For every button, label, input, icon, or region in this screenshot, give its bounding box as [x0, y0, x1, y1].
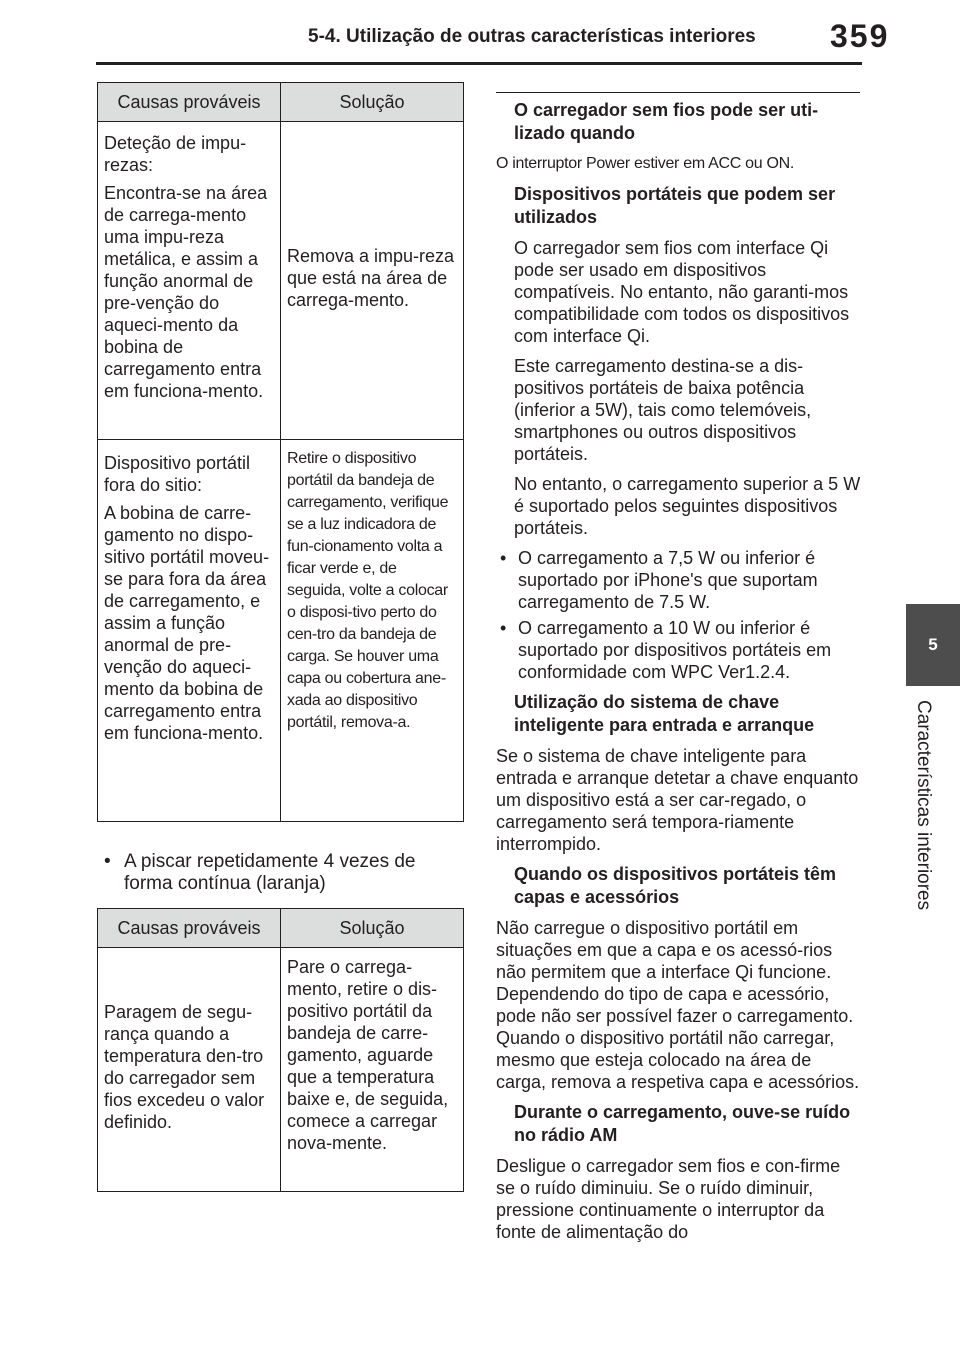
heading-smart-key: Utilização do sistema de chave inteligente para entrada e arranque [514, 692, 815, 735]
section-title: 5-4. Utilização de outras características interiores [308, 26, 756, 47]
solution-text: Pare o carrega-mento, retire o dis-positivo portátil da bandeja de carre-gamento, aguarde que a temperatura baixe e, de seguida, comece a carregar nova-mente. [287, 957, 449, 1153]
heading-am-noise: Durante o carregamento, ouve-se ruído no rádio AM [514, 1102, 851, 1145]
paragraph: Se o sistema de chave inteligente para entrada e arranque detetar a chave enquanto um dispositivo está a ser car-regado, o carregamento será tempora-riamente interrompido. [496, 746, 859, 854]
table-row [98, 440, 464, 822]
solution-text: Remova a impu-reza que está na área de carrega-mento. [287, 245, 455, 310]
right-column [496, 92, 862, 1251]
status-bullet [100, 851, 460, 895]
bullet-dot: • [104, 851, 111, 872]
solution-cell [281, 440, 464, 822]
causes-table-1 [97, 82, 464, 822]
page-header [0, 0, 960, 70]
header-solution: Solução [281, 83, 464, 122]
cause-detail: Encontra-se na área de carrega-mento uma impu-reza metálica, e assim a função anormal de pre-venção do aqueci-mento da bobina de carregamento entra em funciona-mento. [104, 183, 268, 401]
paragraph: No entanto, o carregamento superior a 5 W é suportado pelos seguintes dispositivos portáteis. [514, 474, 861, 538]
cause-detail: A bobina de carre-gamento no dispo-sitivo portátil moveu-se para fora da área de carregamento, e assim a função anormal de pre-venção do aqueci-mento da bobina de carregamento entra em funciona-mento. [104, 503, 270, 743]
solution-cell [281, 122, 464, 440]
paragraph: O carregador sem fios com interface Qi pode ser usado em dispositivos compatíveis. No entanto, não garanti-mos compatibilidade com todos os dispositivos com interface Qi. [514, 238, 850, 346]
solution-text: Retire o dispositivo portátil da bandeja de carregamento, verifique se a luz indicadora de fun-cionamento volta a ficar verde e, de seguida, volte a colocar o disposi-tivo perto do cen-tro da bandeja de carga. Se houver uma capa ou cobertura ane-xada ao dispositivo portátil, remova-a. [287, 450, 449, 731]
cause-cell [98, 948, 281, 1192]
page-number: 359 [830, 18, 890, 54]
table-header-row [98, 83, 464, 122]
header-causes: Causas prováveis [98, 83, 281, 122]
cause-cell [98, 122, 281, 440]
heading-usable-devices: Dispositivos portáteis que podem ser utilizados [514, 184, 836, 227]
chapter-title: Características interiores [913, 700, 934, 911]
table-row [98, 948, 464, 1192]
paragraph: Este carregamento destina-se a dis-positivos portáteis de baixa potência (inferior a 5W), tais como telemóveis, smartphones ou outros dispositivos portáteis. [514, 356, 812, 464]
chapter-tab: 5 [906, 604, 960, 686]
heading-cases-accessories: Quando os dispositivos portáteis têm capas e acessórios [514, 864, 837, 907]
header-rule [96, 62, 862, 65]
table-row [98, 122, 464, 440]
chapter-side-label [912, 700, 952, 1000]
cause-title: Dispositivo portátil fora do sitio: [104, 453, 251, 495]
bullet-text: O carregamento a 7,5 W ou inferior é suportado por iPhone's que suportam carregamento de 7.5 W. [518, 548, 818, 612]
header-solution: Solução [281, 909, 464, 948]
bullet-text: A piscar repetidamente 4 vezes de forma contínua (laranja) [124, 851, 416, 894]
causes-table-2 [97, 908, 464, 1192]
bullet-text: O carregamento a 10 W ou inferior é suportado por dispositivos portáteis em conformidade com WPC Ver1.2.4. [518, 618, 832, 682]
section-rule [496, 92, 860, 93]
header-causes: Causas prováveis [98, 909, 281, 948]
list-item [100, 851, 460, 895]
solution-cell [281, 948, 464, 1192]
bullet-dot: • [500, 548, 507, 568]
heading-usable-when: O carregador sem fios pode ser uti-lizado quando [514, 100, 819, 143]
table-header-row [98, 909, 464, 948]
paragraph: O interruptor Power estiver em ACC ou ON. [496, 155, 795, 172]
cause-cell [98, 440, 281, 822]
cause-title: Deteção de impu-rezas: [104, 133, 247, 175]
list-item [500, 617, 862, 683]
bullet-dot: • [500, 618, 507, 638]
cause-detail: Paragem de segu-rança quando a temperatura den-tro do carregador sem fios excedeu o valor definido. [104, 1001, 265, 1132]
paragraph: Desligue o carregador sem fios e con-firme se o ruído diminuiu. Se o ruído diminuir, pressione continuamente o interruptor da fonte de alimentação do [496, 1156, 841, 1242]
list-item [500, 547, 862, 613]
paragraph: Não carregue o dispositivo portátil em situações em que a capa e os acessó-rios não permitem que a interface Qi funcione. Dependendo do tipo de capa e acessório, pode não ser possível fazer o carregamento. Quando o dispositivo portátil não carregar, mesmo que esteja colocado na área de carga, remova a respetiva capa e acessórios. [496, 918, 860, 1092]
